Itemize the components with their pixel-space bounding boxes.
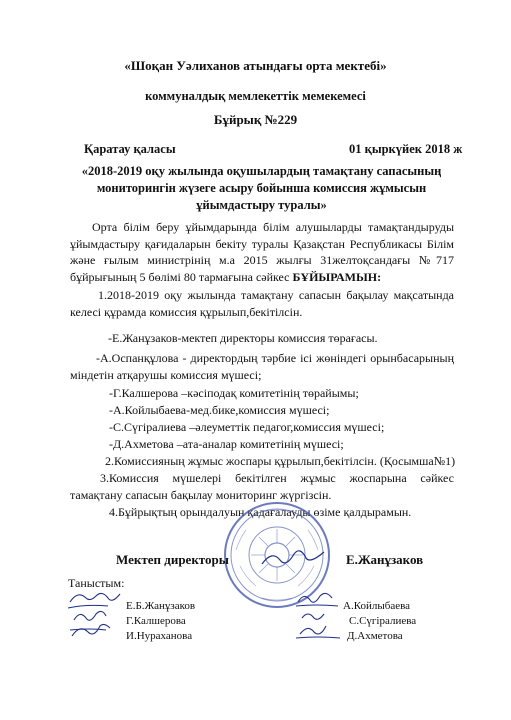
familiarized-left-2: Г.Калшерова: [126, 615, 186, 627]
member-deputy: -А.Оспанқұлова - директордың тәрбие ісі жөніндегі орынбасарының міндетін атқарушы комиссия мүшесі;: [70, 351, 454, 382]
institution-type: коммуналдық мемлекеттік мемекемесі: [145, 89, 366, 103]
order-subject: «2018-2019 оқу жылында оқушылардың тамақтану сапасының мониторингін жүзеге асыру бойынша комиссия жұмысын ұйымдастыру туралы»: [81, 164, 442, 212]
familiarized-left-3: И.Нураханова: [126, 630, 193, 642]
clause-1: 1.2018-2019 оқу жылында тамақтану сапасын бақылау мақсатында келесі құрамда комиссия құрылып,бекітілсін.: [70, 288, 454, 319]
director-signature-icon: [258, 548, 328, 570]
staff-signatures-right-icon: [292, 586, 344, 642]
clause-4: 4.Бұйрықтың орындалуын қадағалауды өзіме қалдырамын.: [109, 505, 412, 519]
familiarized-left-1: Е.Б.Жанұзаков: [126, 600, 196, 612]
member-union: -Г.Калшерова –кәсіподақ комитетінің төрайымы;: [109, 386, 359, 400]
order-number: Бұйрық №229: [213, 112, 298, 127]
familiarized-right-3: Д.Ахметова: [347, 630, 403, 642]
familiarized-label: Таныстым:: [68, 576, 125, 590]
member-chair: -Е.Жанұзаков-мектеп директоры комиссия төрағасы.: [108, 331, 378, 345]
member-social-pedagogue: -С.Сүгіралиева –әлеуметтік педагог,комиссия мүшесі;: [109, 420, 385, 434]
clause-2: 2.Комиссияның жұмыс жоспары құрылып,бекітілсін. (Қосымша№1): [105, 454, 456, 468]
familiarized-right-2: С.Сүгіралиева: [349, 615, 417, 627]
school-name: «Шоқан Уәлиханов атындағы орта мектебі»: [124, 58, 387, 73]
director-name: Е.Жанұзаков: [346, 552, 424, 567]
member-parents: -Д.Ахметова –ата-аналар комитетінің мүшесі;: [109, 437, 344, 451]
director-role: Мектеп директоры: [116, 552, 229, 567]
staff-signatures-left-icon: [64, 586, 124, 642]
order-date: 01 қыркүйек 2018 ж: [349, 142, 463, 156]
familiarized-right-1: А.Койлыбаева: [343, 600, 411, 612]
preamble-paragraph: [70, 219, 454, 285]
preamble-text: Орта білім беру ұйымдарында білім алушыларды тамақтандыруды ұйымдастыру қағидаларын бекіту туралы Қазақстан Республикасы Білім және ғылым министрінің м.а 2015 жылғы 31желтоқсандағы №717 бұйрығының 5 бөлімі 80 тармағына сәйкес: [70, 220, 454, 284]
order-place: Қаратау қаласы: [84, 142, 176, 156]
member-nurse: -А.Койлыбаева-мед.бике,комиссия мүшесі;: [109, 403, 330, 417]
clause-3: 3.Комиссия мүшелері бекітілген жұмыс жоспарына сәйкес тамақтану сапасын бақылау мониторинг жүргізсін.: [70, 471, 454, 502]
order-directive: БҰЙЫРАМЫН:: [292, 269, 382, 284]
